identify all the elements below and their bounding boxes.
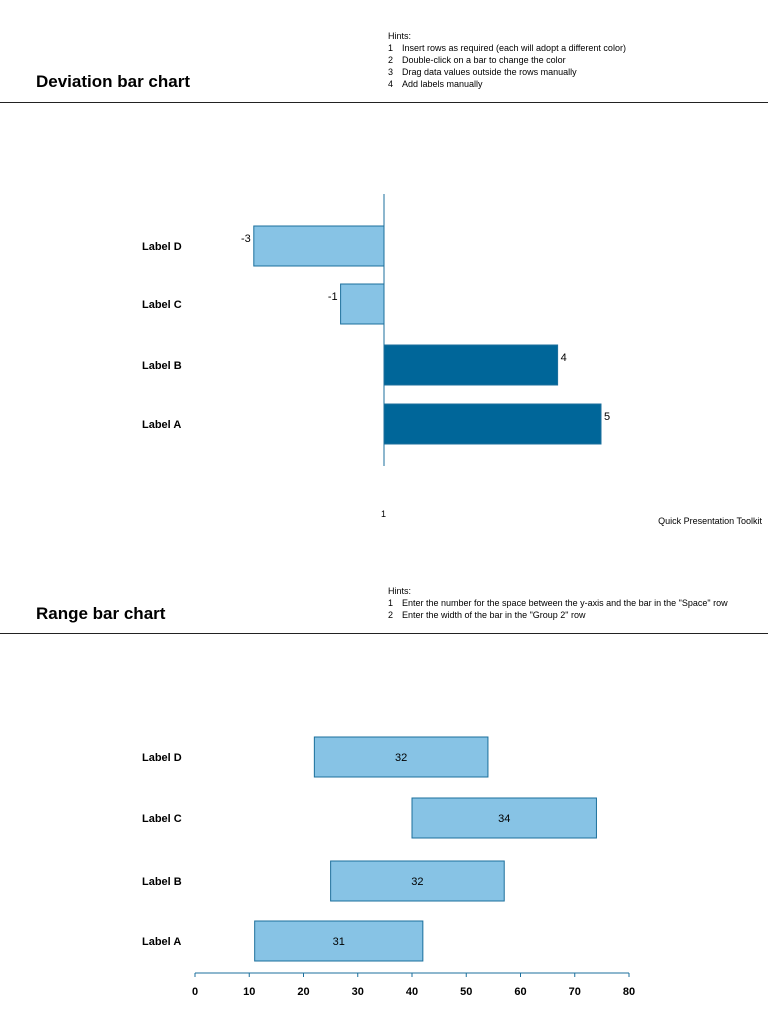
x-tick-label: 50 [460, 986, 473, 998]
deviation-bar [254, 226, 384, 266]
data-label: 5 [604, 411, 611, 423]
deviation-hints [388, 30, 626, 90]
category-label: Label C [142, 299, 182, 311]
hint-item: 4 Add labels manually [388, 79, 483, 89]
page-number: 1 [381, 509, 387, 519]
deviation-bar [341, 284, 384, 324]
x-tick-label: 80 [622, 986, 636, 998]
category-label: Label D [142, 752, 182, 764]
category-label: Label D [142, 241, 182, 253]
x-tick-label: 20 [297, 986, 310, 998]
hint-item: 1 Insert rows as required (each will adopt a different color) [388, 43, 626, 53]
data-label: 32 [411, 876, 424, 888]
hints-heading: Hints: [388, 31, 412, 41]
category-label: Label A [142, 419, 182, 431]
data-label: -3 [241, 233, 251, 245]
deviation-bar [384, 345, 558, 385]
category-label: Label C [142, 813, 182, 825]
hint-item: 2 Enter the width of the bar in the "Group 2" row [388, 610, 586, 620]
x-tick-label: 10 [243, 986, 256, 998]
section-divider [0, 633, 768, 634]
x-tick-label: 60 [514, 986, 527, 998]
hint-item: 3 Drag data values outside the rows manually [388, 67, 577, 77]
data-label: 32 [395, 752, 408, 764]
section-divider [0, 102, 768, 103]
x-tick-label: 30 [351, 986, 364, 998]
data-label: 31 [332, 936, 345, 948]
x-tick-label: 0 [191, 986, 199, 998]
category-label: Label B [142, 876, 182, 888]
hint-item: 1 Enter the number for the space between the y-axis and the bar in the "Space" row [388, 598, 728, 608]
range-bar-chart [0, 720, 768, 1020]
x-tick-label: 40 [405, 986, 419, 998]
category-label: Label B [142, 360, 182, 372]
section-title-deviation: Deviation bar chart [36, 72, 190, 91]
footer-brand: Quick Presentation Toolkit [658, 516, 762, 526]
data-label: 4 [560, 352, 567, 364]
hints-heading: Hints: [388, 586, 412, 596]
range-hints [388, 585, 728, 621]
data-label: 34 [498, 813, 511, 825]
deviation-bar-chart [0, 180, 768, 480]
deviation-bar [384, 404, 601, 444]
x-tick-label: 70 [568, 986, 581, 998]
category-label: Label A [142, 936, 182, 948]
hint-item: 2 Double-click on a bar to change the color [388, 55, 566, 65]
section-title-range: Range bar chart [36, 604, 166, 623]
data-label: -1 [327, 291, 338, 303]
